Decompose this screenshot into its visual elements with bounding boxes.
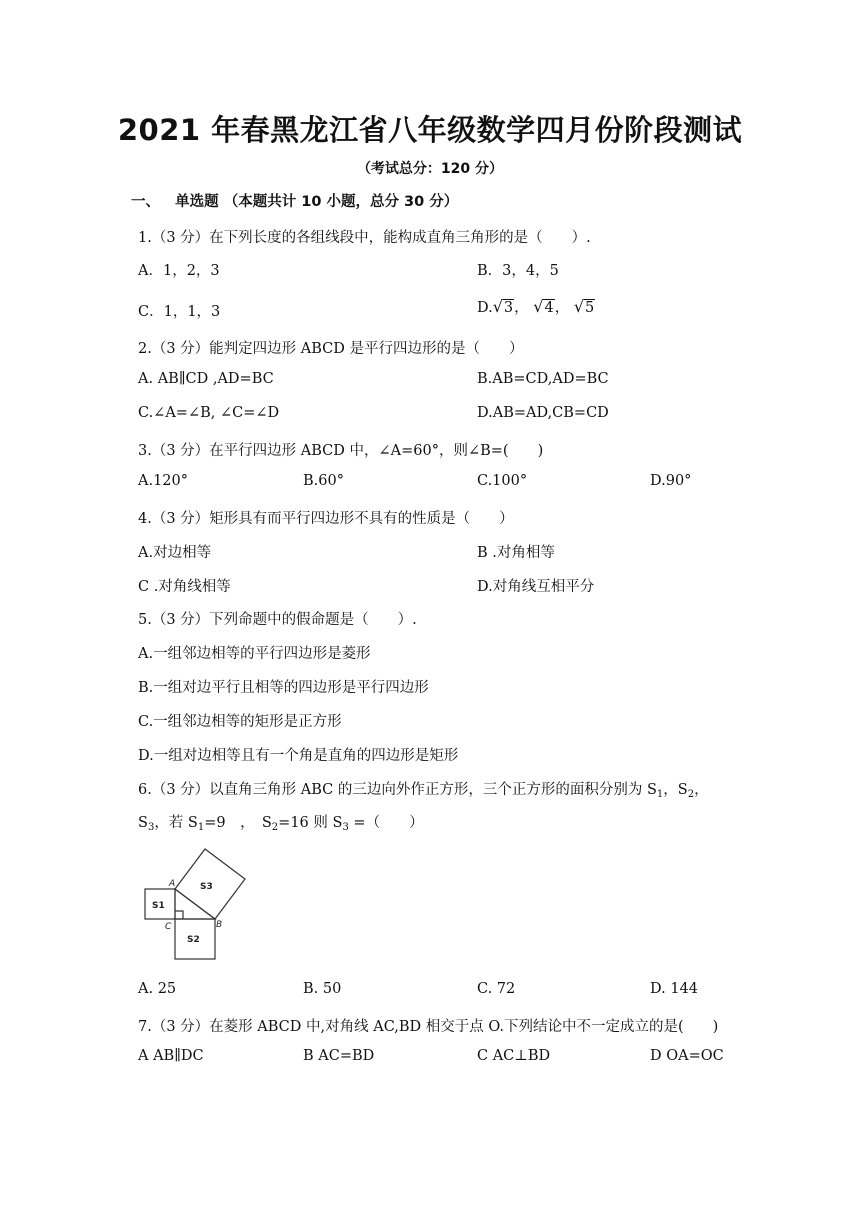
question-5-option-b: B.一组对边平行且相等的四边形是平行四边形 — [138, 680, 429, 696]
question-6-stem: 6.（3 分）以直角三角形 ABC 的三边向外作正方形，三个正方形的面积分别为 $S_1$，$S_2$， — [138, 782, 709, 800]
question-1-option-a: A．1，2，3 — [138, 263, 220, 279]
question-4-option-b: B .对角相等 — [477, 545, 555, 561]
question-4-option-a: A.对边相等 — [138, 545, 212, 561]
question-3-option-c: C.100° — [477, 473, 528, 489]
separator: ， — [554, 300, 570, 316]
question-5-option-c: C.一组邻边相等的矩形是正方形 — [138, 714, 342, 730]
sqrt-5: √5 — [573, 297, 595, 316]
question-3-option-d: D.90° — [650, 473, 692, 489]
question-7-option-c: C AC⊥BD — [477, 1048, 551, 1064]
question-1-stem: 1.（3 分）在下列长度的各组线段中，能构成直角三角形的是（ ）. — [138, 230, 591, 246]
section-description: （本题共计 10 小题，总分 30 分） — [223, 194, 459, 210]
question-6-option-a: A. 25 — [138, 981, 177, 997]
question-2-option-a: A. AB∥CD ,AD=BC — [138, 371, 274, 387]
label-s2: S2 — [187, 935, 200, 945]
section-header — [131, 190, 458, 211]
question-1-option-b: B．3，4，5 — [477, 263, 559, 279]
question-6-stem-line-2: $S_3$，若 $S_1=9$ ， $S_2=16$ 则 $S_3$ =（ ） — [138, 815, 424, 833]
sqrt-3: √3 — [492, 297, 514, 316]
question-6-option-c: C. 72 — [477, 981, 516, 997]
section-name: 单选题 — [175, 194, 219, 210]
question-3-option-a: A.120° — [138, 473, 189, 489]
right-triangle-squares-figure — [140, 845, 250, 960]
question-1-option-c: C．1，1，3 — [138, 304, 221, 320]
question-6-option-b: B. 50 — [303, 981, 342, 997]
question-7-option-d: D OA=OC — [650, 1048, 724, 1064]
label-c: C — [165, 922, 172, 932]
question-5-stem: 5.（3 分）下列命题中的假命题是（ ）. — [138, 612, 417, 628]
exam-total-score: （考试总分：120 分） — [356, 161, 504, 177]
question-5-option-d: D.一组对边相等且有一个角是直角的四边形是矩形 — [138, 748, 459, 764]
question-4-option-d: D.对角线互相平分 — [477, 579, 595, 595]
question-2-option-c: C.∠A=∠B, ∠C=∠D — [138, 405, 280, 421]
question-5-option-a: A.一组邻边相等的平行四边形是菱形 — [138, 646, 371, 662]
question-3-stem: 3.（3 分）在平行四边形 ABCD 中，∠A=60°，则∠B=( ) — [138, 443, 544, 459]
right-angle-mark — [175, 911, 183, 919]
separator: ， — [514, 300, 529, 316]
question-1-option-d — [477, 296, 595, 317]
question-2-option-d: D.AB=AD,CB=CD — [477, 405, 609, 421]
question-2-option-b: B.AB=CD,AD=BC — [477, 371, 609, 387]
section-number: 一、 — [131, 194, 160, 210]
question-7-stem: 7.（3 分）在菱形 ABCD 中,对角线 AC,BD 相交于点 O.下列结论中不一定成立的是( ) — [138, 1019, 719, 1035]
page-title: 2021 年春黑龙江省八年级数学四月份阶段测试 — [117, 113, 743, 147]
label-s3: S3 — [200, 882, 213, 892]
question-7-option-b: B AC=BD — [303, 1048, 375, 1064]
sqrt-4: √4 — [533, 297, 554, 316]
question-3-option-b: B.60° — [303, 473, 344, 489]
label-b: B — [216, 920, 223, 930]
question-2-stem: 2.（3 分）能判定四边形 ABCD 是平行四边形的是（ ） — [138, 341, 524, 357]
label-s1: S1 — [152, 901, 165, 911]
label-a: A — [169, 879, 176, 889]
option-d-prefix: D. — [477, 300, 493, 316]
question-6-option-d: D. 144 — [650, 981, 699, 997]
question-4-option-c: C .对角线相等 — [138, 579, 231, 595]
question-7-option-a: A AB∥DC — [138, 1048, 204, 1064]
question-4-stem: 4.（3 分）矩形具有而平行四边形不具有的性质是（ ） — [138, 511, 514, 527]
